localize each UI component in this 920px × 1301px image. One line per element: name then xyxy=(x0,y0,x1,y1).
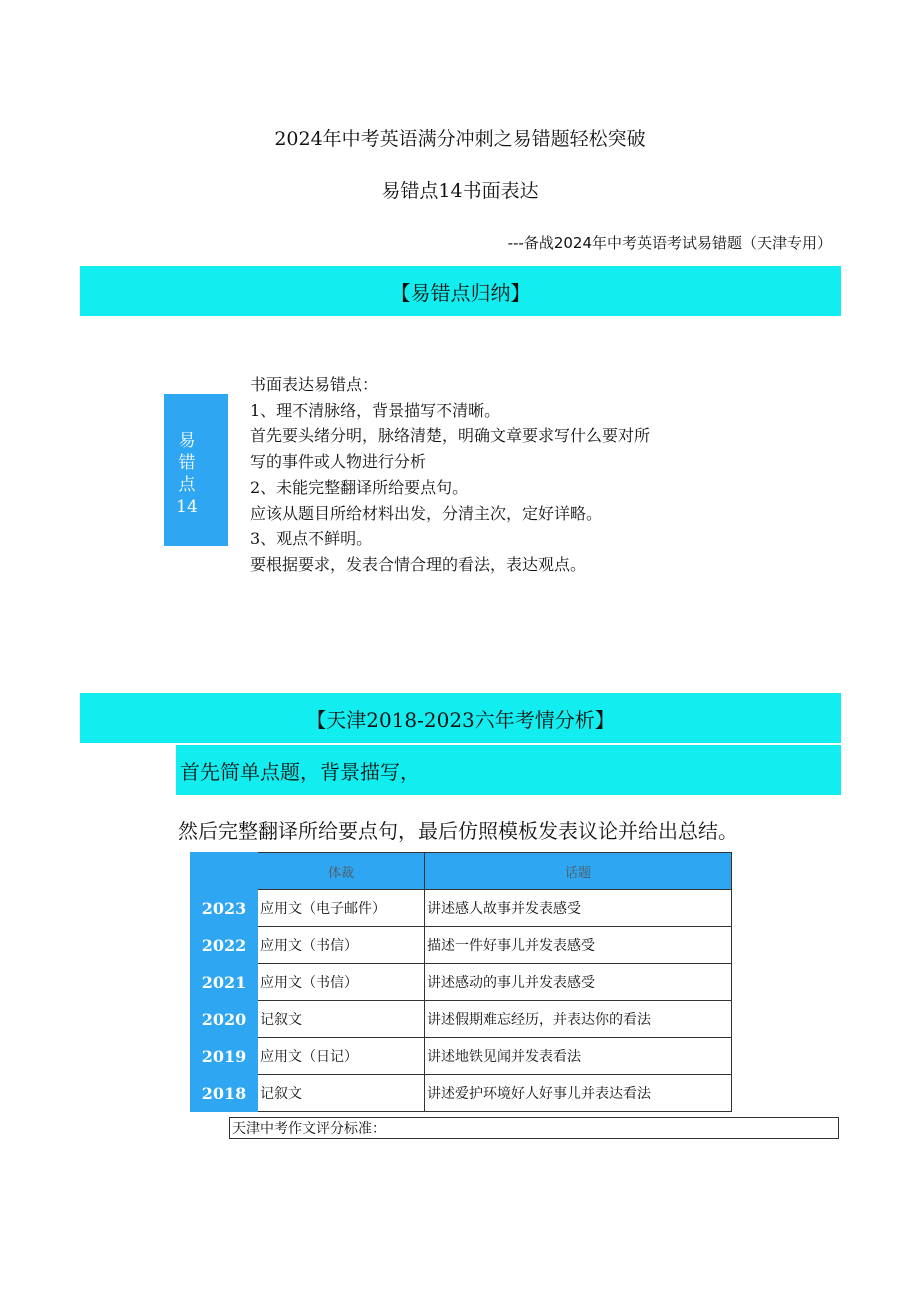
topic-cell: 描述一件好事儿并发表感受 xyxy=(425,927,732,964)
genre-cell: 应用文（书信） xyxy=(258,964,425,1001)
note-line: 1、理不清脉络，背景描写不清晰。 xyxy=(250,400,501,420)
topic-cell: 讲述地铁见闻并发表看法 xyxy=(425,1038,732,1075)
analysis-paragraph: 然后完整翻译所给要点句，最后仿照模板发表议论并给出总结。 xyxy=(178,819,738,843)
error-points-notes xyxy=(250,372,650,578)
genre-cell: 应用文（日记） xyxy=(258,1038,425,1075)
note-line: 2、未能完整翻译所给要点句。 xyxy=(250,477,469,497)
table-row xyxy=(191,927,732,964)
topic-cell: 讲述爱护环境好人好事儿并表达看法 xyxy=(425,1075,732,1112)
table-row xyxy=(191,890,732,927)
topic-cell: 讲述感动的事儿并发表感受 xyxy=(425,964,732,1001)
note-line: 要根据要求，发表合情合理的看法，表达观点。 xyxy=(250,554,587,574)
table-header-row xyxy=(191,853,732,890)
section-band-summary: 【易错点归纳】 xyxy=(80,266,841,316)
topic-cell: 讲述假期难忘经历，并表达你的看法 xyxy=(425,1001,732,1038)
year-cell: 2021 xyxy=(191,964,258,1001)
genre-cell: 记叙文 xyxy=(258,1075,425,1112)
table-header-cell xyxy=(191,853,258,890)
year-cell: 2020 xyxy=(191,1001,258,1038)
note-line: 书面表达易错点： xyxy=(250,375,379,394)
table-header-cell: 话题 xyxy=(425,853,732,890)
topic-cell: 讲述感人故事并发表感受 xyxy=(425,890,732,927)
table-row xyxy=(191,1038,732,1075)
exam-table xyxy=(190,852,732,1112)
table-row xyxy=(191,1075,732,1112)
side-label-text: 易错点14 xyxy=(176,431,198,517)
document-subtitle: 易错点14书面表达 xyxy=(381,180,539,202)
table-row xyxy=(191,964,732,1001)
note-line: 3、观点不鲜明。 xyxy=(250,529,373,549)
genre-cell: 应用文（电子邮件） xyxy=(258,890,425,927)
document-title: 2024年中考英语满分冲刺之易错题轻松突破 xyxy=(274,128,646,150)
year-cell: 2022 xyxy=(191,927,258,964)
table-row xyxy=(191,1001,732,1038)
table-header-cell: 体裁 xyxy=(258,853,425,890)
genre-cell: 记叙文 xyxy=(258,1001,425,1038)
year-cell: 2018 xyxy=(191,1075,258,1112)
highlight-line: 首先简单点题，背景描写， xyxy=(176,745,841,795)
section-band-analysis: 【天津2018-2023六年考情分析】 xyxy=(80,693,841,743)
genre-cell: 应用文（书信） xyxy=(258,927,425,964)
note-line: 写的事件或人物进行分析 xyxy=(250,452,427,472)
scoring-standard-caption: 天津中考作文评分标准： xyxy=(229,1117,839,1139)
note-line: 首先要头绪分明，脉络清楚，明确文章要求写什么要对所 xyxy=(250,426,651,446)
note-line: 应该从题目所给材料出发，分清主次，定好详略。 xyxy=(250,503,603,523)
year-cell: 2019 xyxy=(191,1038,258,1075)
document-tagline: ---备战2024年中考英语考试易错题（天津专用） xyxy=(507,234,832,252)
year-cell: 2023 xyxy=(191,890,258,927)
